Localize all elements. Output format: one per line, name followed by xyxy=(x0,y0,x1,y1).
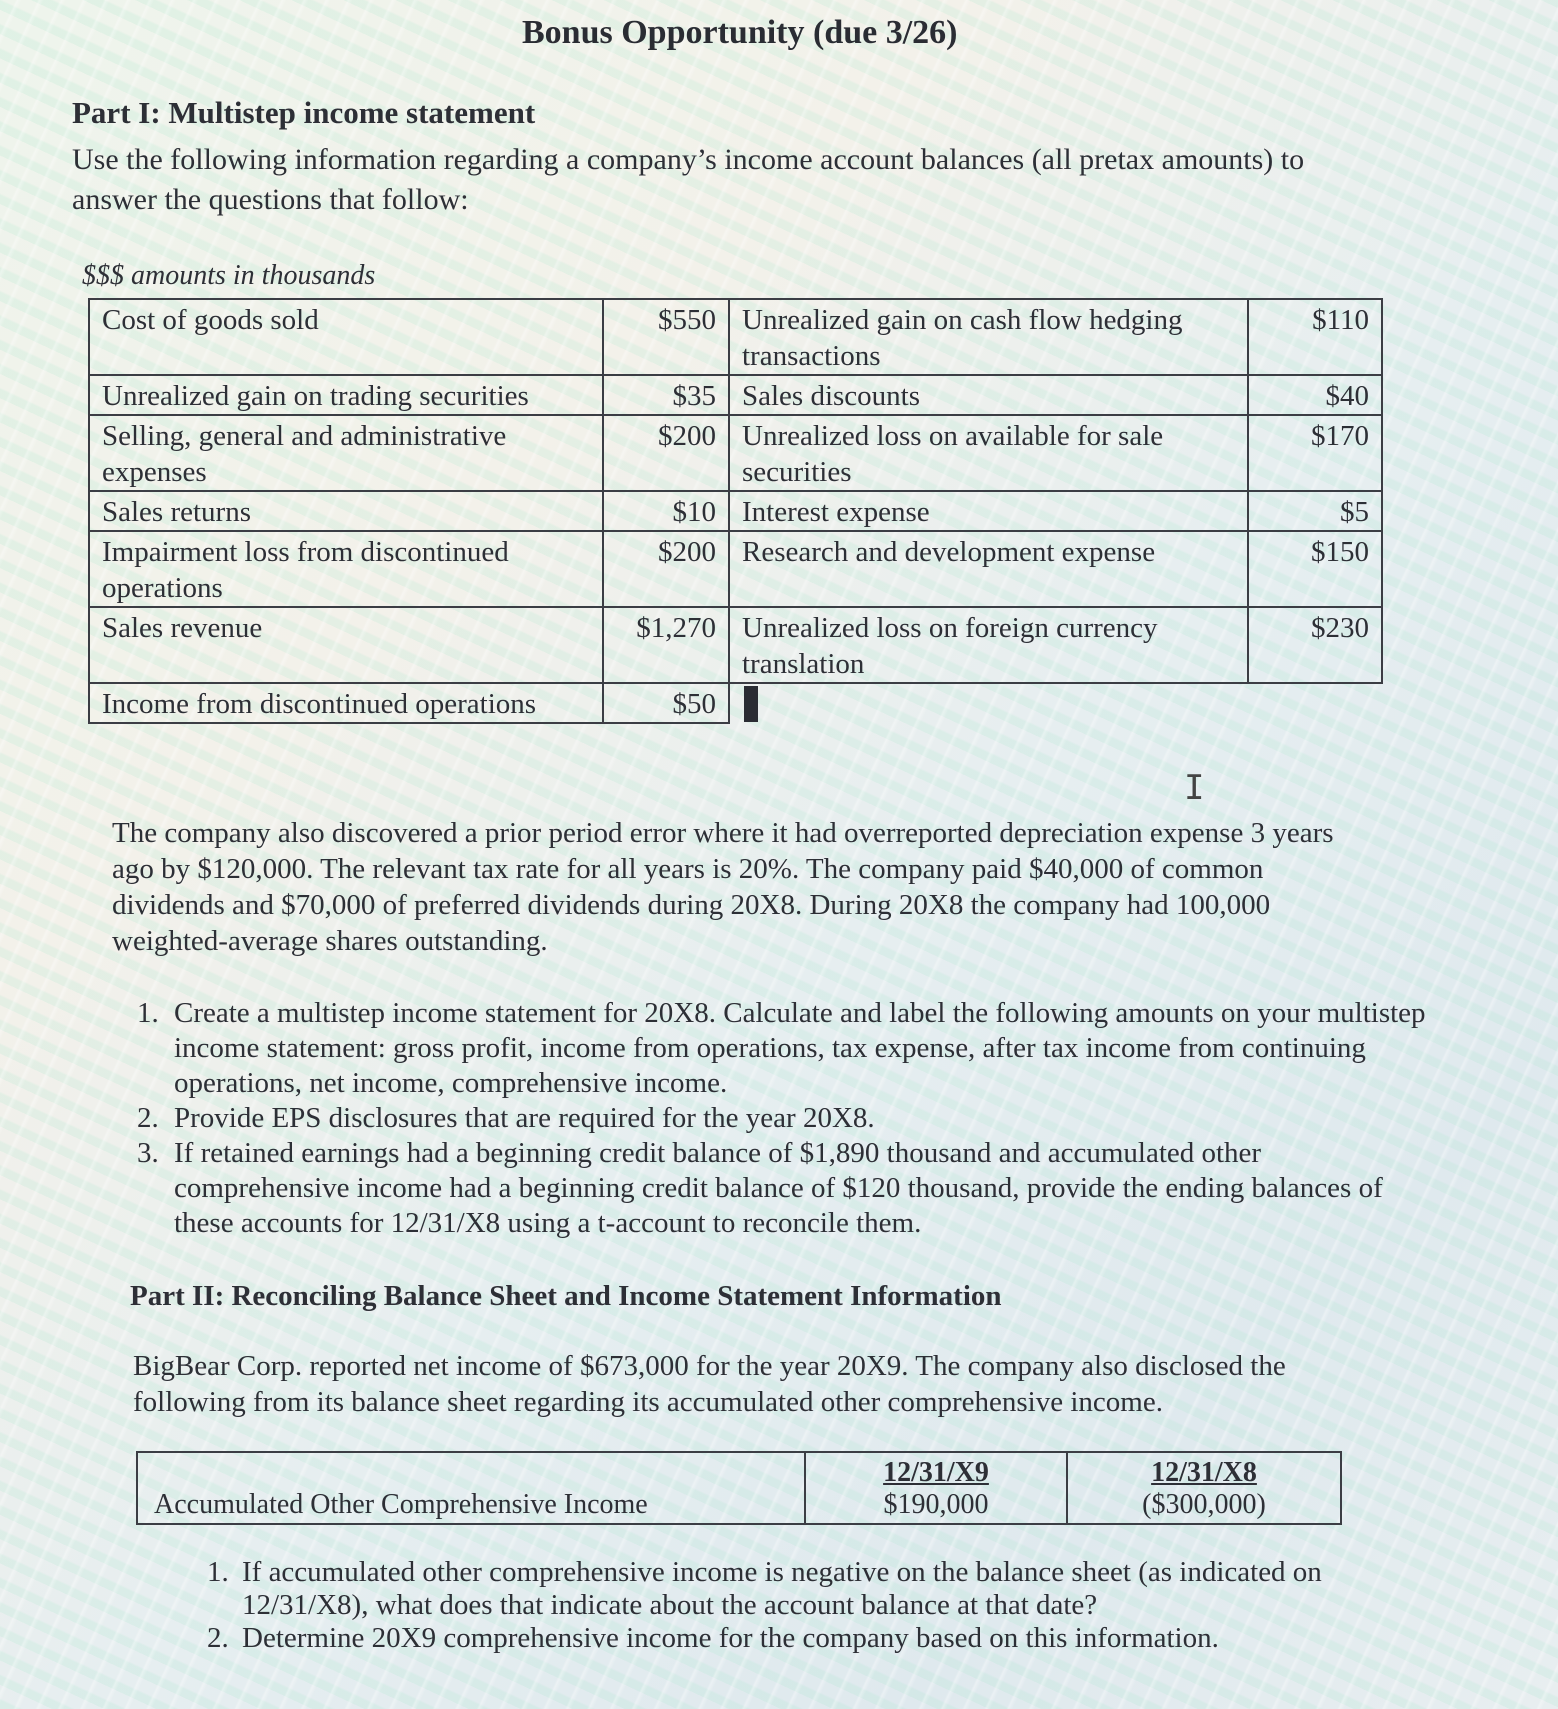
part2-paragraph: BigBear Corp. reported net income of $673,000 for the year 20X9. The company also disclosed the following from its balance sheet regarding its accumulated other comprehensive income. xyxy=(133,1350,1286,1418)
aoci-value-x9: $190,000 xyxy=(883,1489,989,1520)
part1-paragraph: The company also discovered a prior period error where it had overreported depreciation expense 3 years ago by $120,000. The relevant tax rate for all years is 20%. The company paid $40,000 of common dividends and $70,000 of preferred dividends during 20X8. During 20X8 the company had 100,000 weighted-average shares outstanding. xyxy=(112,817,1334,957)
table-cell-amount: $230 xyxy=(1248,607,1382,683)
aoci-date-x9: 12/31/X9 xyxy=(883,1457,989,1488)
table-cell-amount: $170 xyxy=(1248,415,1382,491)
part1-questions xyxy=(112,996,1426,1241)
table-cell-label: Interest expense xyxy=(729,491,1248,531)
table-cell-label: Sales discounts xyxy=(729,375,1248,415)
table-cell-amount: $200 xyxy=(603,415,729,491)
list-item: 1. If accumulated other comprehensive income is negative on the balance sheet (as indicated on 12/31/X8), what does that indicate about the account balance at that date? xyxy=(236,1556,1436,1622)
table-cell-amount: $200 xyxy=(603,531,729,607)
table-cell-label: Impairment loss from discontinued operations xyxy=(89,531,603,607)
table-row xyxy=(89,531,1382,607)
table-row xyxy=(89,607,1382,683)
aoci-col-x8 xyxy=(1067,1452,1341,1524)
aoci-label: Accumulated Other Comprehensive Income xyxy=(137,1452,805,1524)
aoci-value-x8: ($300,000) xyxy=(1142,1489,1266,1520)
aoci-date-x8: 12/31/X8 xyxy=(1151,1457,1257,1488)
table-cell-label: Sales returns xyxy=(89,491,603,531)
table-cell-label: Selling, general and administrative expenses xyxy=(89,415,603,491)
table-row xyxy=(89,491,1382,531)
table-row xyxy=(137,1452,1341,1524)
table-cell-amount: $150 xyxy=(1248,531,1382,607)
table-cell-amount: $35 xyxy=(603,375,729,415)
table-cell-amount: $5 xyxy=(1248,491,1382,531)
table-cell-label: Unrealized loss on foreign currency translation xyxy=(729,607,1248,683)
part2-heading: Part II: Reconciling Balance Sheet and Income Statement Information xyxy=(130,1280,1002,1312)
table-row xyxy=(89,683,1382,723)
units-note: $$$ amounts in thousands xyxy=(82,260,376,291)
aoci-table xyxy=(136,1451,1342,1525)
part1-intro: Use the following information regarding a company’s income account balances (all pretax amounts) to answer the questions that follow: xyxy=(72,143,1305,216)
table-cell-label: Research and development expense xyxy=(729,531,1248,607)
table-row xyxy=(89,299,1382,375)
table-cell-amount: $10 xyxy=(603,491,729,531)
table-cell-label: Sales revenue xyxy=(89,607,603,683)
table-cell-label: Income from discontinued operations xyxy=(89,683,603,723)
part2-questions xyxy=(180,1556,1436,1655)
list-item: 1. Create a multistep income statement for 20X8. Calculate and label the following amounts on your multistep income statement: gross profit, income from operations, tax expense, after tax income from continuing operations, net income, comprehensive income. xyxy=(166,996,1426,1101)
table-cell-label: Unrealized gain on cash flow hedging transactions xyxy=(729,299,1248,375)
table-cell-amount: $110 xyxy=(1248,299,1382,375)
account-balances-table xyxy=(88,298,1383,724)
list-item: 3. If retained earnings had a beginning credit balance of $1,890 thousand and accumulated other comprehensive income had a beginning credit balance of $120 thousand, provide the ending balances of these accounts for 12/31/X8 using a t-account to reconcile them. xyxy=(166,1136,1426,1241)
part1-heading: Part I: Multistep income statement xyxy=(72,95,536,130)
table-row xyxy=(89,375,1382,415)
text-cursor-cell[interactable] xyxy=(729,683,1382,723)
ibeam-cursor-icon: I xyxy=(1184,768,1205,808)
table-cell-amount: $40 xyxy=(1248,375,1382,415)
table-cell-amount: $1,270 xyxy=(603,607,729,683)
table-cell-label: Unrealized loss on available for sale securities xyxy=(729,415,1248,491)
table-cell-label: Unrealized gain on trading securities xyxy=(89,375,603,415)
table-cell-label: Cost of goods sold xyxy=(89,299,603,375)
text-cursor-icon xyxy=(744,686,758,722)
aoci-col-x9 xyxy=(805,1452,1067,1524)
table-cell-amount: $550 xyxy=(603,299,729,375)
list-item: 2. Provide EPS disclosures that are required for the year 20X8. xyxy=(166,1101,1426,1136)
list-item: 2. Determine 20X9 comprehensive income for the company based on this information. xyxy=(236,1622,1436,1655)
table-row xyxy=(89,415,1382,491)
page-title: Bonus Opportunity (due 3/26) xyxy=(522,14,958,51)
table-cell-amount: $50 xyxy=(603,683,729,723)
